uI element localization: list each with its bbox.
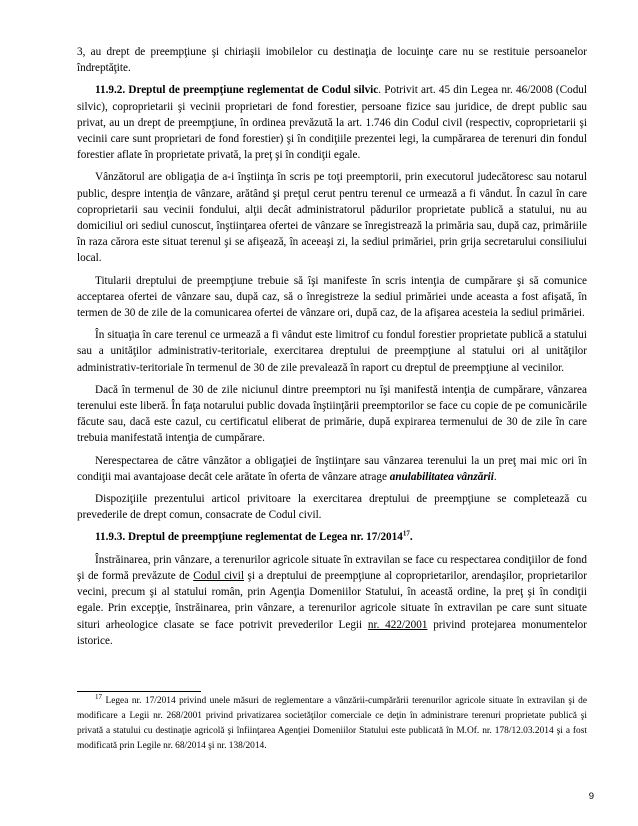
paragraph-continuation (77, 44, 587, 76)
footnote-separator (77, 691, 201, 692)
body-text (77, 44, 587, 655)
paragraph-text: privind protejarea monumentelor istorice. (77, 618, 587, 647)
paragraph-end: . (493, 470, 497, 483)
paragraph-titularii (77, 273, 587, 322)
paragraph-codul-silvic (77, 82, 587, 163)
paragraph-nerespectarea (77, 453, 587, 485)
link-codul-civil[interactable]: Codul civil (193, 569, 244, 582)
paragraph-text: . Potrivit art. 45 din Legea nr. 46/2008 (Codul silvic), coproprietarii şi vecinii proprietari de fond forestier, persoane fizice sau juridice, de drept public sau privat, au un drept de preempţiune, în ordinea prevăzută la art. 1.746 din Codul civil (respectiv, coproprietarii şi vecinii care sunt proprietari de fond forestier) şi în condiţiile prezentei legi, la cumpărarea de terenuri din fondul forestier aflate în proprietate privată, la preţ şi în condiţii egale. (77, 84, 587, 162)
paragraph-termen-30-zile (77, 382, 587, 447)
footnote-17 (77, 694, 587, 754)
page-number: 9 (588, 791, 594, 802)
paragraph-instrainarea (77, 552, 587, 649)
paragraph-heading-11-9-3 (77, 529, 587, 545)
heading-end: . (409, 531, 413, 544)
paragraph-dispozitii (77, 491, 587, 523)
paragraph-limitrof (77, 327, 587, 376)
emphasis-anulabilitate: anulabilitatea vânzării (389, 470, 494, 483)
paragraph-text: Vânzătorul are obligaţia de a-i înştiinţa în scris pe toţi preemptorii, prin executorul judecătoresc sau notarul public, despre intenţia de vânzare, arătând şi preţul cerut pentru terenul ce urmează a fi vândut. În cazul în care coproprietarii sau vecinii fondului, alţii decât administratorul pădurilor proprietate publică a statului, nu au domiciliul ori sediul cunoscut, înştiinţarea ofertei de vânzare se înregistrează la primăria sau, după caz, primăriile în raza cărora este situat terenul şi se afişează, în aceeaşi zi, la sediul primăriei, prin grija secretarului consiliului local. (77, 171, 587, 265)
section-heading-11-9-2: 11.9.2. Dreptul de preempţiune reglementat de Codul silvic (95, 84, 379, 97)
section-heading-11-9-3: 11.9.3. Dreptul de preempţiune reglementat de Legea nr. 17/2014 (95, 531, 403, 544)
paragraph-text: şi a dreptului de preempţiune al coproprietarilor, arendaşilor, proprietarilor vecini, precum şi al statului român, prin Agenţia Domeniilor Statului, în această ordine, la preţ şi în condiţii egale. Prin excepţie, înstrăinarea, prin vânzare, a terenurilor agricole situate în extravilan pe care sunt situate situri arheologice clasate se face potrivit prevederilor Legii (77, 569, 587, 631)
link-legea-422-2001[interactable]: nr. 422/2001 (367, 618, 428, 631)
paragraph-text: Dacă în termenul de 30 de zile niciunul dintre preemptori nu îşi manifestă intenţia de cumpărare, vânzarea terenului este liberă. În faţa notarului public dovada înştiinţării preemptorilor se face cu copie de pe comunicările făcute sau, dacă este cazul, cu certificatul eliberat de primărie, după expirarea termenului de 30 de zile în care trebuia manifestată intenţia de cumpărare. (77, 383, 587, 445)
paragraph-text: Înstrăinarea, prin vânzare, a terenurilor agricole situate în extravilan se face cu respectarea condiţiilor de fond şi de formă prevăzute de (77, 553, 587, 582)
paragraph-text: Nerespectarea de către vânzător a obligaţiei de înştiinţare sau vânzarea terenului la un preţ mai mic ori în condiţii mai avantajoase decât cele arătate în oferta de vânzare atrage (77, 454, 587, 483)
paragraph-text: Dispoziţiile prezentului articol privitoare la exercitarea dreptului de preempţiune se completează cu prevederile de drept comun, consacrate de Codul civil. (77, 493, 587, 522)
footnote-ref-17[interactable]: 17 (402, 529, 410, 538)
footnote-text: Legea nr. 17/2014 privind unele măsuri de reglementare a vânzării-cumpărării terenurilor agricole situate în extravilan şi de modificare a Legii nr. 268/2001 privind privatizarea societăţilor comerciale ce deţin în administrare terenuri proprietate publică şi privată a statului cu destinaţie agricolă şi înfiinţarea Agenţiei Domeniilor Statului este publicată în M.Of. nr. 178/12.03.2014 şi a fost modificată prin Legile nr. 68/2014 şi nr. 138/2014. (77, 696, 587, 752)
paragraph-text: Titularii dreptului de preempţiune trebuie să îşi manifeste în scris intenţia de cumpărare şi să comunice acceptarea ofertei de vânzare sau, după caz, să o înregistreze la sediul primăriei unde aceasta a fost afişată, în termen de 30 de zile de la comunicarea ofertei de vânzare ori, după caz, de la afişarea acesteia la sediul primăriei. (77, 274, 587, 320)
footnote-number: 17 (95, 692, 102, 701)
paragraph-vanzator-obligatie (77, 169, 587, 266)
paragraph-text: 3, au drept de preempţiune şi chiriaşii imobilelor cu destinaţia de locuinţe care nu se restituie persoanelor îndreptăţite. (77, 46, 587, 75)
paragraph-text: În situaţia în care terenul ce urmează a fi vândut este limitrof cu fondul forestier proprietate publică a statului sau a unităţilor administrativ-teritoriale, exercitarea dreptului de preempţiune al statului ori al unităţilor administrativ-teritoriale în termenul de 30 de zile prevalează în raport cu dreptul de preempţiune al vecinilor. (77, 329, 587, 374)
